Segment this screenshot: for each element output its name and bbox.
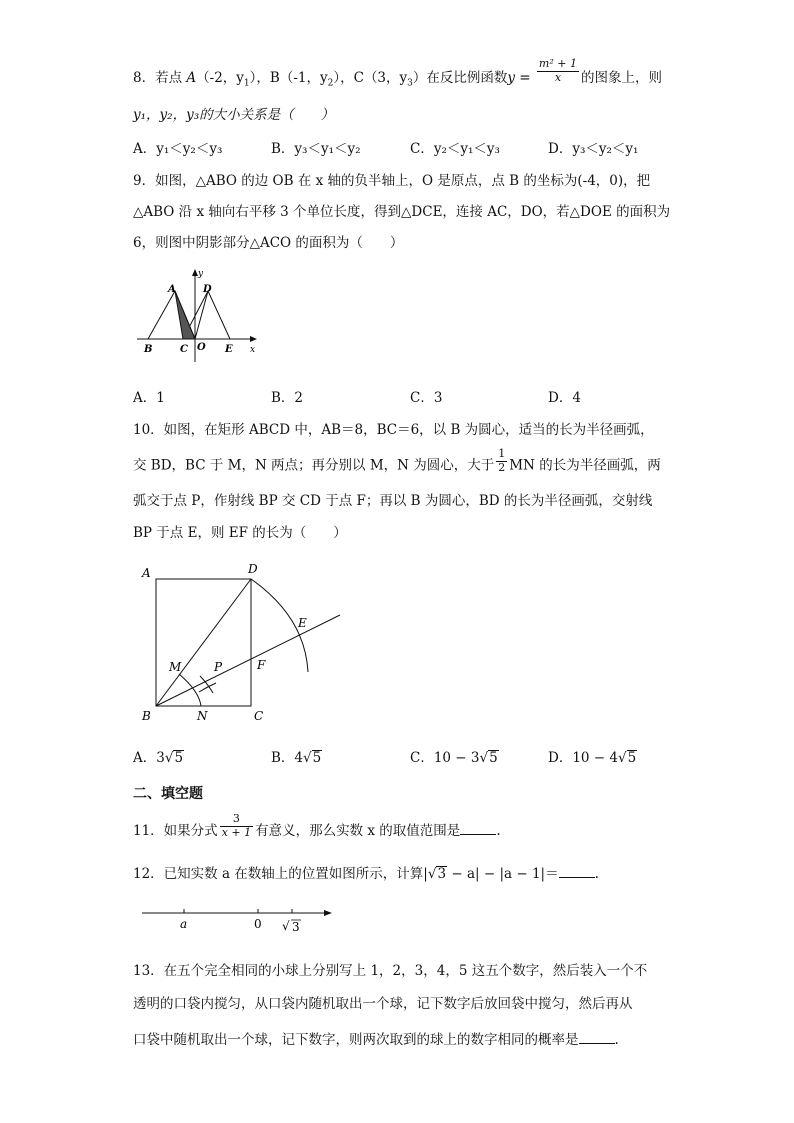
q10-option-a-radical: √ — [164, 750, 174, 766]
q12-text-b: − a| − |a − 1|＝ — [447, 866, 559, 882]
q10-option-b-prefix: B．4 — [271, 750, 304, 766]
q9-option-b: B．2 — [271, 390, 304, 406]
q10-option-c-radical: √ — [479, 750, 489, 766]
q12-axis-arrow — [324, 910, 332, 916]
q10-label-a: A — [142, 566, 151, 580]
q8-point-b-coord: （-1，y — [279, 70, 328, 86]
q10-option-b — [271, 750, 322, 766]
q8-sub-3: 3 — [407, 78, 413, 89]
q10-half-fraction — [496, 448, 507, 474]
q10-figure — [133, 557, 353, 727]
q10-ray-bp — [156, 615, 340, 706]
q10-option-d-prefix: D．10 − 4 — [548, 750, 618, 766]
q9-line2: △ABO 沿 x 轴向右平移 3 个单位长度，得到△DCE，连接 AC，DO，若△DOE 的面积为 — [133, 204, 671, 220]
q10-label-f: F — [257, 658, 266, 672]
q9-option-d: D．4 — [548, 390, 581, 406]
q10-line3: 弧交于点 P，作射线 BP 交 CD 于点 F；再以 B 为圆心，BD 的长为半径画弧，交射线 — [133, 493, 653, 509]
q8-point-a: A — [186, 70, 197, 86]
q10-half-denominator: 2 — [498, 460, 506, 474]
q10-option-d-radical: √ — [618, 750, 627, 766]
q10-option-c-radicand: 5 — [489, 750, 498, 766]
q12-radical: √ — [427, 866, 437, 882]
q9-segment-do — [195, 291, 208, 339]
q8-option-b: B．y₃＜y₁＜y₂ — [271, 141, 361, 157]
q9-x-arrow — [250, 336, 257, 342]
q10-option-a-radicand: 5 — [174, 750, 184, 766]
q10-line1: 10．如图，在矩形 ABCD 中，AB＝8，BC＝6，以 B 为圆心，适当的长为半径画弧， — [133, 422, 654, 438]
q11-fraction — [220, 813, 253, 839]
q12-label-zero: 0 — [254, 917, 262, 931]
q9-label-b: B — [144, 344, 153, 355]
q8-line1 — [133, 57, 662, 89]
q8-point-a-coord: （-2，y — [196, 70, 244, 86]
q8-fraction-numerator: m² + 1 — [538, 57, 577, 71]
q12-label-root-sign: √ — [282, 919, 290, 933]
q8-sub-2: 2 — [327, 78, 334, 89]
q8-fraction-denominator: x — [554, 71, 562, 84]
q13-end: . — [614, 1032, 619, 1048]
q9-line3: 6，则图中阴影部分△ACO 的面积为（ ） — [133, 235, 404, 251]
q9-figure — [133, 266, 263, 366]
q12-end: . — [594, 866, 599, 882]
q10-arc-mn — [179, 674, 201, 706]
q10-label-m: M — [169, 660, 182, 674]
q10-label-b: B — [142, 709, 151, 723]
q11-text-a: 11．如果分式 — [133, 823, 218, 839]
q12-answer-blank[interactable] — [559, 865, 595, 878]
q12-line — [133, 865, 599, 882]
q8-point-c: ），C — [333, 70, 364, 86]
q10-label-d: D — [248, 562, 258, 576]
q9-label-e: E — [225, 344, 233, 355]
q10-option-b-radicand: 5 — [312, 750, 322, 766]
q10-option-d — [548, 750, 637, 766]
q8-text-a: 8．若点 — [133, 70, 183, 86]
q8-line2: y₁，y₂，y₃的大小关系是（ ） — [133, 107, 335, 123]
q10-label-e: E — [298, 616, 307, 630]
q10-half-numerator: 1 — [498, 447, 506, 460]
q12-radicand: 3 — [437, 866, 447, 882]
q11-answer-blank[interactable] — [460, 822, 496, 835]
q10-option-a — [133, 750, 184, 766]
q9-label-y: y — [198, 269, 204, 279]
q8-text-c: 的图象上，则 — [580, 70, 662, 86]
q11-fraction-numerator: 3 — [220, 813, 253, 827]
q13-line1: 13．在五个完全相同的小球上分别写上 1，2，3，4，5 这五个数字，然后装入一个不 — [133, 963, 648, 979]
q9-label-o: O — [197, 342, 206, 353]
q10-option-d-radicand: 5 — [627, 750, 637, 766]
q8-option-d: D．y₃＜y₂＜y₁ — [548, 141, 639, 157]
q10-option-b-radical: √ — [303, 750, 312, 766]
q11-end: . — [496, 823, 501, 839]
q8-point-b: ），B — [249, 70, 280, 86]
q11-text-b: 有意义，那么实数 x 的取值范围是 — [255, 823, 461, 839]
q8-option-a: A．y₁＜y₂＜y₃ — [133, 141, 223, 157]
q10-line4: BP 于点 E，则 EF 的长为（ ） — [133, 525, 347, 541]
q8-sub-1: 1 — [243, 78, 250, 89]
q13-line2: 透明的口袋内搅匀，从口袋内随机取出一个球，记下数字后放回袋中搅匀，然后再从 — [133, 996, 633, 1012]
q8-fraction — [537, 58, 579, 84]
q12-label-a: a — [180, 917, 188, 931]
q10-line2 — [133, 447, 661, 474]
q10-diagonal-bd — [156, 579, 251, 706]
q9-label-x: x — [250, 345, 256, 355]
q12-label-root: 3 — [292, 920, 300, 934]
q10-label-c: C — [254, 709, 264, 723]
q10-line2-b: MN 的长为半径画弧，两 — [509, 457, 661, 474]
q10-label-p: P — [214, 660, 223, 674]
q10-line2-a: 交 BD，BC 于 M，N 两点；再分别以 M，N 为圆心，大于 — [133, 457, 495, 474]
q13-answer-blank[interactable] — [579, 1031, 615, 1044]
q8-option-c: C．y₂＜y₁＜y₃ — [410, 141, 500, 157]
q11-fraction-denominator: x + 1 — [221, 826, 252, 839]
q9-label-c: C — [180, 344, 188, 355]
q9-shaded-aco — [175, 291, 195, 339]
q11-line — [133, 812, 501, 840]
q13-line3 — [133, 1031, 619, 1048]
q8-function-y: y = — [507, 70, 535, 86]
q9-label-a: A — [168, 284, 176, 295]
section-title-fill-in: 二、填空题 — [133, 786, 203, 802]
q9-option-c: C．3 — [410, 390, 443, 406]
q10-option-a-prefix: A．3 — [133, 750, 165, 766]
q10-option-c-prefix: C．10 − 3 — [410, 750, 480, 766]
q9-line1: 9．如图，△ABO 的边 OB 在 x 轴的负半轴上，O 是原点，点 B 的坐标为(-4，0)，把 — [133, 173, 651, 189]
q10-option-c — [410, 750, 499, 766]
q9-label-d: D — [203, 284, 212, 295]
q12-number-line — [140, 900, 340, 940]
q12-text-a: 12．已知实数 a 在数轴上的位置如图所示，计算| — [133, 866, 428, 882]
q10-label-n: N — [197, 709, 208, 723]
q9-option-a: A．1 — [133, 390, 165, 406]
q8-text-b: ）在反比例函数 — [412, 70, 508, 86]
q13-line3-text: 口袋中随机取出一个球，记下数字，则两次取到的球上的数字相同的概率是 — [133, 1032, 579, 1048]
q8-point-c-coord: （3，y — [363, 70, 408, 86]
